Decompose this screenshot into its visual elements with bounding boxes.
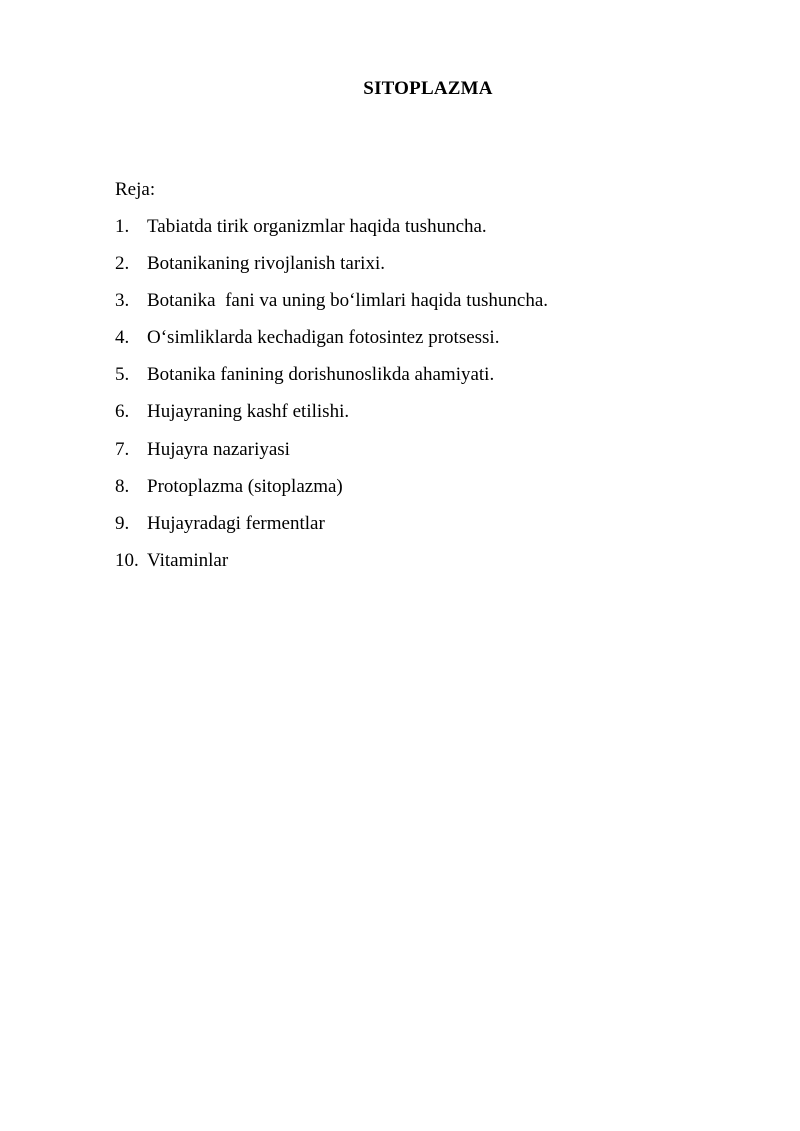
list-item <box>115 400 548 437</box>
plan-list <box>115 215 548 586</box>
list-item-text: Protoplazma (sitoplazma) <box>147 475 343 497</box>
list-item <box>115 363 548 400</box>
list-item-text: Hujayradagi fermentlar <box>147 512 325 534</box>
list-item-number: 10. <box>115 549 139 571</box>
list-item-text: Hujayra nazariyasi <box>147 438 290 460</box>
list-item <box>115 512 548 549</box>
list-item-number: 2. <box>115 253 130 275</box>
plan-label: Reja: <box>115 179 156 200</box>
list-item-text: Tabiatda tirik organizmlar haqida tushuncha. <box>147 216 487 237</box>
list-item <box>115 289 548 326</box>
list-item <box>115 475 548 512</box>
list-item-number: 8. <box>115 475 130 497</box>
list-item <box>115 215 548 252</box>
list-item-number: 6. <box>115 401 130 423</box>
list-item-number: 7. <box>115 438 130 460</box>
list-item <box>115 438 548 475</box>
list-item-text: Botanika fani va uning bo‘limlari haqida tushuncha. <box>147 290 549 312</box>
list-item-text: Hujayraning kashf etilishi. <box>147 401 350 423</box>
list-item <box>115 326 548 363</box>
list-item-number: 5. <box>115 364 130 386</box>
page-title: SITOPLAZMA <box>363 78 493 99</box>
list-item-number: 9. <box>115 512 130 534</box>
list-item-text: O‘simliklarda kechadigan fotosintez protsessi. <box>147 327 500 349</box>
list-item <box>115 549 548 586</box>
list-item-number: 3. <box>115 290 130 312</box>
list-item <box>115 252 548 289</box>
list-item-text: Botanika fanining dorishunoslikda ahamiyati. <box>147 364 495 386</box>
list-item-text: Vitaminlar <box>147 549 229 571</box>
list-item-number: 4. <box>115 327 130 349</box>
list-item-text: Botanikaning rivojlanish tarixi. <box>147 253 385 275</box>
list-item-number: 1. <box>115 216 130 237</box>
